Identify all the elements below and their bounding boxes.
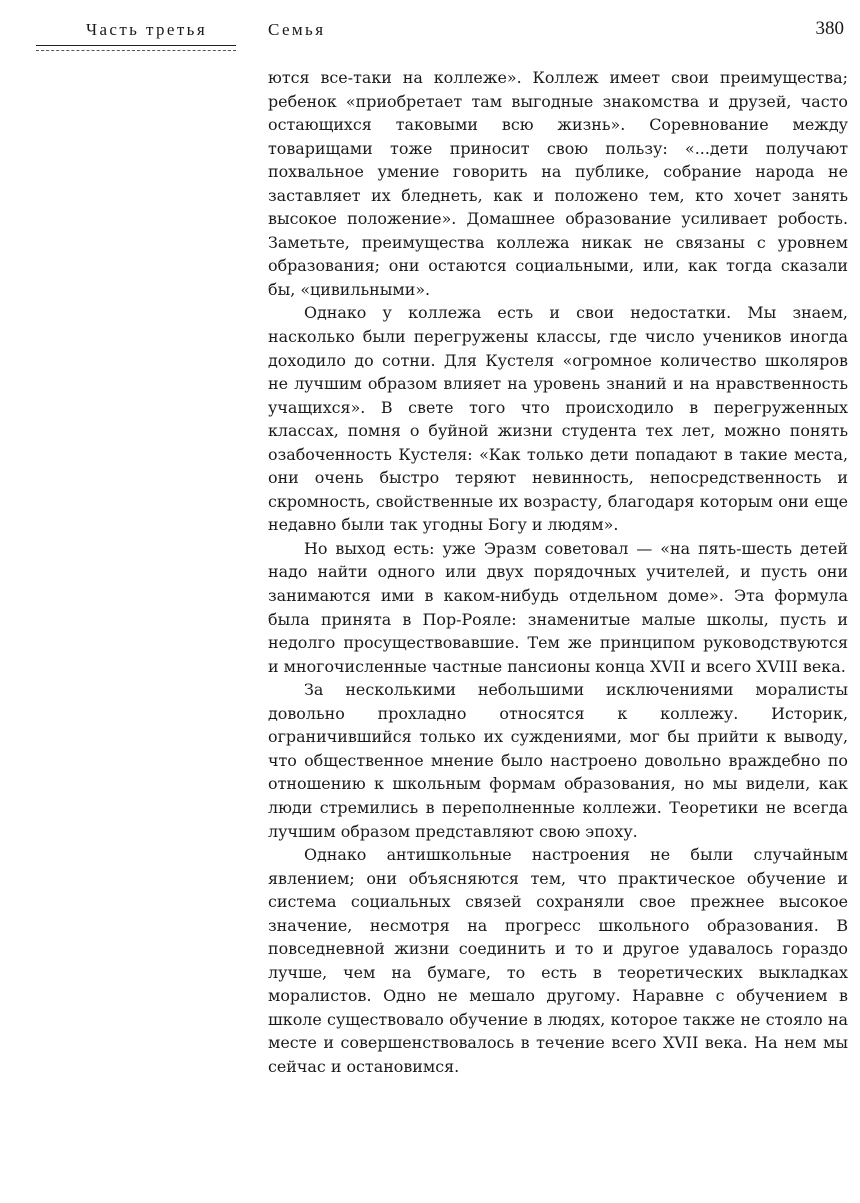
running-header <box>0 0 860 60</box>
paragraph: Однако антишкольные настроения не были случайным явлением; они объясняются тем, что практическое обучение и система социальных связей сохраняли свое прежнее высокое значение, несмотря на прогресс школьного образования. В повседневной жизни соединить и то и другое удавалось гораздо лучше, чем на бумаге, то есть в теоретических выкладках моралистов. Одно не мешало другому. Наравне с обучением в школе существовало обучение в людях, которое также не стояло на месте и совершенствовалось в течение всего XVII века. На нем мы сейчас и остановимся. <box>268 845 848 1076</box>
part-title: Часть третья <box>86 20 208 39</box>
paragraph: Но выход есть: уже Эразм советовал — «на пять-шесть детей надо найти одного или двух порядочных учителей, и пусть они занимаются ими в каком-нибудь отдельном доме». Эта формула была принята в Пор-Рояле: знаменитые малые школы, пусть и недолго просуществовавшие. Тем же принципом руководствуются и многочисленные частные пансионы конца XVII и всего XVIII века. <box>268 538 848 676</box>
header-rule-dashed <box>36 50 236 51</box>
paragraph-continued: ются все-таки на коллеже». Коллеж имеет свои преимущества; ребенок «приобретает там выгодные знакомства и друзей, часто остающихся таковыми всю жизнь». Соревнование между товарищами тоже приносит свою пользу: «...дети получают похвальное умение говорить на публике, собрание народа не заставляет их бледнеть, как и положено тем, кто хочет занять высокое положение». Домашнее образование усиливает робость. Заметьте, преимущества коллежа никак не связаны с уровнем образования; они остаются социальными, или, как тогда сказали бы, «цивильными». <box>268 68 848 299</box>
header-rule <box>36 45 236 46</box>
paragraph: За несколькими небольшими исключениями моралисты довольно прохладно относятся к коллежу. Историк, ограничившийся только их суждениями, мог бы прийти к выводу, что общественное мнение было настроено довольно враждебно по отношению к школьным формам образования, но мы видели, как люди стремились в переполненные коллежи. Теоретики не всегда лучшим образом представляют свою эпоху. <box>268 680 848 841</box>
body-text <box>268 66 848 1079</box>
paragraph: Однако у коллежа есть и свои недостатки. Мы знаем, насколько были перегружены классы, где число учеников иногда доходило до сотни. Для Кустеля «огромное количество школяров не лучшим образом влияет на уровень знаний и на нравственность учащихся». В свете того что происходило в перегруженных классах, помня о буйной жизни студента тех лет, можно понять озабоченность Кустеля: «Как только дети попадают в такие места, они очень быстро теряют невинность, непосредственность и скромность, свойственные их возрасту, благодаря которым они еще недавно были так угодны Богу и людям». <box>268 303 848 535</box>
chapter-title: Семья <box>268 20 326 39</box>
page-number: 380 <box>815 18 844 39</box>
